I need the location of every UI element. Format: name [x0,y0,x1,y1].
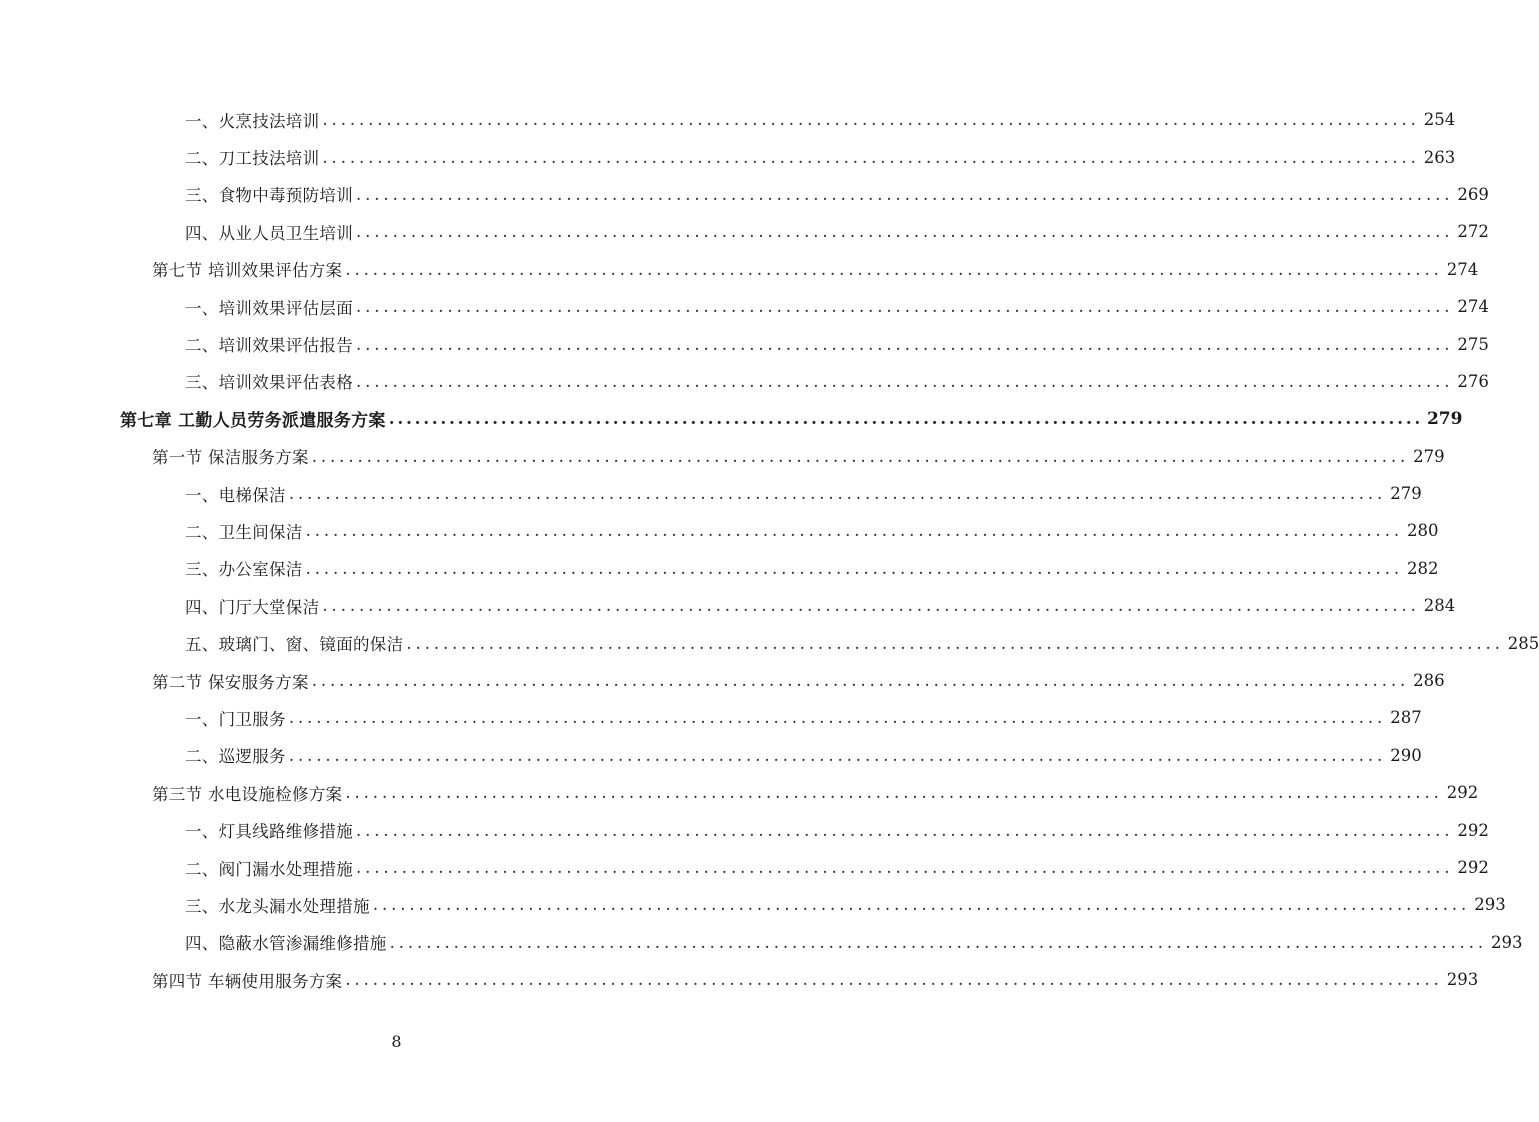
toc-entry-item[interactable] [0,811,1489,848]
toc-entry-title: 三、水龙头漏水处理措施 [185,896,370,916]
toc-entry-page: 263 [1423,147,1456,167]
toc-entry-line [152,781,1479,805]
toc-dot-leader: ........................................................................................................................ [389,932,1487,952]
toc-entry-line [185,295,1489,319]
toc-entry-title: 第一节 保洁服务方案 [152,448,309,468]
toc-entry-chapter[interactable] [0,400,1463,437]
toc-entry-item[interactable] [0,512,1439,549]
toc-entry-page: 293 [1474,895,1506,915]
toc-entry-line [185,706,1422,730]
toc-entry-line [152,968,1479,992]
toc-entry-title: 第七节 培训效果评估方案 [152,261,343,281]
toc-entry-page: 282 [1407,558,1439,578]
toc-entry-page: 293 [1446,970,1479,990]
toc-entry-page: 290 [1390,745,1422,765]
toc-entry-title: 二、阀门漏水处理措施 [185,859,353,879]
toc-dot-leader: ........................................................................................................................ [388,408,1423,429]
toc-dot-leader: ........................................................................................................................ [322,596,1420,616]
toc-dot-leader: ........................................................................................................................ [356,222,1454,242]
toc-dot-leader: ........................................................................................................................ [356,371,1454,391]
toc-entry-title: 二、卫生间保洁 [185,522,303,542]
toc-entry-line [185,930,1523,954]
toc-entry-item[interactable] [0,849,1489,886]
toc-dot-leader: ........................................................................................................................ [288,745,1387,765]
toc-entry-page: 286 [1413,671,1445,691]
toc-entry-item[interactable] [0,475,1422,512]
toc-dot-leader: ........................................................................................................................ [356,820,1454,840]
toc-dot-leader: ........................................................................................................................ [345,259,1443,279]
toc-entry-line [185,556,1439,580]
toc-entry-title: 一、培训效果评估层面 [185,298,353,318]
toc-entry-title: 第四节 车辆使用服务方案 [152,971,343,991]
toc-entry-section[interactable] [0,662,1445,699]
toc-entry-section[interactable] [0,961,1479,998]
toc-entry-line [185,893,1506,917]
toc-dot-leader: ........................................................................................................................ [356,858,1454,877]
toc-entry-line [152,257,1479,281]
toc-entry-line [152,669,1445,693]
toc-entry-title: 三、食物中毒预防培训 [185,186,353,206]
toc-entry-line [185,594,1456,618]
toc-entry-title: 四、门厅大堂保洁 [185,597,320,617]
toc-entry-line [185,145,1456,169]
toc-dot-leader: ........................................................................................................................ [372,895,1471,915]
toc-dot-leader: ........................................................................................................................ [356,334,1454,354]
toc-entry-line [185,332,1489,356]
toc-entry-page: 275 [1457,334,1489,354]
toc-entry-item[interactable] [0,288,1489,325]
toc-entry-item[interactable] [0,138,1456,175]
toc-entry-item[interactable] [0,213,1489,250]
toc-dot-leader: ........................................................................................................................ [305,521,1403,541]
toc-entry-line [185,182,1489,206]
toc-entry-section[interactable] [0,438,1445,475]
toc-entry-line [185,631,1539,655]
toc-entry-item[interactable] [0,587,1456,624]
toc-dot-leader: ........................................................................................................................ [288,484,1387,504]
toc-entry-page: 269 [1457,184,1489,204]
toc-entry-title: 第二节 保安服务方案 [152,672,309,692]
toc-dot-leader: ........................................................................................................................ [322,110,1420,130]
toc-entry-title: 二、培训效果评估报告 [185,336,353,356]
toc-entry-page: 274 [1446,259,1479,279]
toc-entry-page: 292 [1446,783,1479,803]
toc-entry-title: 五、玻璃门、窗、镜面的保洁 [185,635,404,655]
toc-entry-title: 一、电梯保洁 [185,485,286,505]
toc-dot-leader: ........................................................................................................................ [311,671,1410,691]
toc-entry-line [185,818,1489,842]
toc-entry-line [185,743,1422,767]
toc-entry-title: 一、火烹技法培训 [185,111,320,131]
toc-entry-title: 二、刀工技法培训 [185,149,320,169]
toc-entry-item[interactable] [0,325,1489,362]
toc-entry-item[interactable] [0,924,1523,961]
toc-entry-page: 274 [1457,297,1489,317]
toc-entry-page: 280 [1407,521,1439,541]
toc-entry-item[interactable] [0,363,1489,400]
toc-entry-page: 279 [1426,408,1463,429]
toc-entry-line [185,369,1489,393]
toc-dot-leader: ........................................................................................................................ [356,297,1454,317]
toc-entry-title: 三、培训效果评估表格 [185,373,353,393]
toc-entry-page: 276 [1457,371,1489,391]
toc-entry-title: 第七章 工勤人员劳务派遣服务方案 [120,411,386,432]
toc-dot-leader: ........................................................................................................................ [305,558,1403,578]
toc-entry-line [185,519,1439,543]
toc-entry-page: 279 [1413,446,1445,466]
toc-entry-section[interactable] [0,251,1479,288]
toc-entry-item[interactable] [0,699,1422,736]
toc-entry-page: 292 [1457,820,1489,840]
toc-entry-page: 285 [1507,633,1539,653]
toc-entry-line [185,220,1489,244]
toc-dot-leader: ........................................................................................................................ [311,446,1410,466]
toc-dot-leader: ........................................................................................................................ [406,633,1504,653]
toc-entry-page: 272 [1457,222,1489,242]
toc-entry-item[interactable] [0,101,1456,138]
toc-entry-item[interactable] [0,550,1439,587]
toc-dot-leader: ........................................................................................................................ [345,970,1443,990]
toc-entry-title: 三、办公室保洁 [185,560,303,580]
toc-entry-page: 279 [1390,484,1422,504]
toc-entry-page: 254 [1423,110,1456,130]
toc-entry-page: 292 [1457,858,1489,877]
page-number: 8 [391,1032,402,1051]
toc-dot-leader: ........................................................................................................................ [356,184,1454,204]
toc-dot-leader: ........................................................................................................................ [345,783,1443,803]
toc-dot-leader: ........................................................................................................................ [288,708,1387,728]
toc-entry-item[interactable] [0,176,1489,213]
toc-entry-title: 四、从业人员卫生培训 [185,223,353,243]
toc-entry-item[interactable] [0,737,1422,774]
toc-entry-item[interactable] [0,624,1539,661]
table-of-contents [0,101,1539,998]
toc-entry-page: 287 [1390,708,1422,728]
toc-entry-title: 四、隐蔽水管渗漏维修措施 [185,934,387,954]
toc-entry-item[interactable] [0,886,1506,923]
toc-entry-line [120,406,1463,432]
toc-entry-line [185,856,1489,880]
toc-dot-leader: ........................................................................................................................ [322,147,1420,167]
toc-entry-title: 二、巡逻服务 [185,747,286,767]
toc-entry-line [152,444,1445,468]
toc-entry-title: 一、门卫服务 [185,709,286,729]
toc-entry-page: 293 [1491,932,1523,952]
toc-entry-line [185,482,1422,506]
toc-entry-page: 284 [1423,596,1456,616]
toc-entry-section[interactable] [0,774,1479,811]
toc-entry-line [185,108,1456,132]
toc-entry-title: 一、灯具线路维修措施 [185,822,353,842]
toc-entry-title: 第三节 水电设施检修方案 [152,784,343,804]
